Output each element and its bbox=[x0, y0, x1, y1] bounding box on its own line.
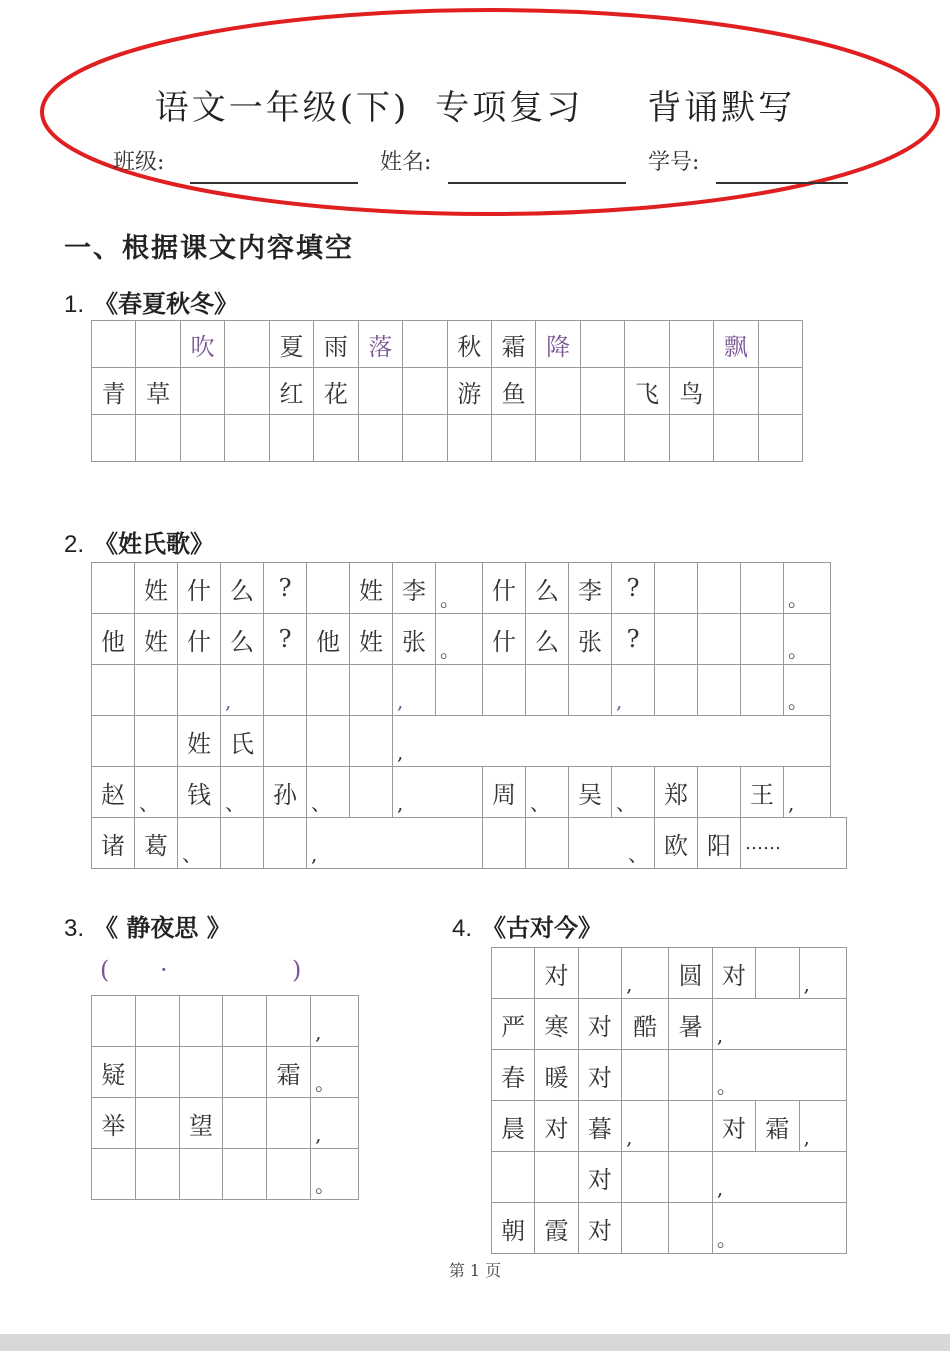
section-title: 一、根据课文内容填空 bbox=[64, 233, 354, 264]
grid-cell[interactable]: 对 bbox=[712, 1101, 755, 1152]
q2-grid bbox=[91, 562, 847, 869]
grid-cell[interactable] bbox=[92, 665, 135, 716]
grid-cell[interactable] bbox=[655, 614, 698, 665]
q4-title: 《古对今》 bbox=[482, 913, 603, 942]
grid-cell[interactable] bbox=[358, 368, 402, 415]
grid-cell[interactable] bbox=[403, 415, 447, 462]
q3-row bbox=[92, 1047, 359, 1098]
grid-cell[interactable] bbox=[483, 818, 526, 869]
grid-cell[interactable] bbox=[578, 948, 621, 999]
grid-cell[interactable]: , bbox=[311, 996, 359, 1047]
grid-cell[interactable] bbox=[698, 665, 741, 716]
grid-cell[interactable] bbox=[483, 665, 526, 716]
grid-cell[interactable]: 疑 bbox=[92, 1047, 136, 1098]
grid-cell[interactable] bbox=[307, 665, 350, 716]
q3-heading bbox=[64, 908, 231, 943]
grid-cell[interactable]: 李 bbox=[393, 563, 436, 614]
pinyin-open-paren: ( bbox=[100, 956, 110, 984]
grid-cell[interactable] bbox=[447, 415, 491, 462]
grid-cell[interactable] bbox=[135, 1047, 179, 1098]
grid-cell[interactable] bbox=[569, 665, 612, 716]
grid-cell[interactable]: 圆 bbox=[669, 948, 712, 999]
q1-heading bbox=[64, 284, 238, 319]
grid-cell[interactable] bbox=[756, 948, 799, 999]
grid-cell[interactable] bbox=[350, 767, 393, 818]
grid-cell[interactable]: 对 bbox=[535, 948, 578, 999]
q1-row bbox=[92, 368, 803, 415]
grid-cell[interactable]: 秋 bbox=[447, 321, 491, 368]
grid-cell[interactable]: 李 bbox=[569, 563, 612, 614]
pinyin-close-paren: ) bbox=[292, 956, 302, 984]
grid-cell[interactable]: 霜 bbox=[491, 321, 535, 368]
grid-cell[interactable] bbox=[669, 1152, 712, 1203]
id-label: 学号: bbox=[648, 150, 700, 175]
grid-cell[interactable] bbox=[698, 767, 741, 818]
q2-number: 2. bbox=[64, 531, 85, 558]
q4-row bbox=[492, 1203, 847, 1254]
grid-cell[interactable]: 姓 bbox=[178, 716, 221, 767]
grid-cell[interactable] bbox=[622, 1203, 669, 1254]
grid-cell[interactable]: 酷 bbox=[622, 999, 669, 1050]
grid-cell[interactable] bbox=[741, 665, 784, 716]
q4-row bbox=[492, 999, 847, 1050]
q1-row bbox=[92, 415, 803, 462]
page-title bbox=[0, 80, 950, 129]
q3-row bbox=[92, 1098, 359, 1149]
grid-cell[interactable] bbox=[580, 321, 624, 368]
grid-cell[interactable]: 他 bbox=[307, 614, 350, 665]
grid-cell[interactable] bbox=[625, 321, 669, 368]
grid-cell[interactable] bbox=[655, 563, 698, 614]
grid-cell-wide[interactable]: , bbox=[307, 818, 483, 869]
grid-cell[interactable] bbox=[669, 1203, 712, 1254]
grid-cell[interactable] bbox=[491, 415, 535, 462]
grid-cell[interactable]: , bbox=[622, 1101, 669, 1152]
grid-cell[interactable] bbox=[669, 1101, 712, 1152]
grid-cell[interactable] bbox=[350, 716, 393, 767]
q2-title: 《姓氏歌》 bbox=[94, 529, 215, 558]
grid-cell[interactable]: 姓 bbox=[350, 563, 393, 614]
q2-row bbox=[92, 818, 847, 869]
title-subject: 背诵默写 bbox=[647, 88, 796, 128]
grid-cell-wide[interactable]: , bbox=[393, 767, 483, 818]
q2-row bbox=[92, 563, 847, 614]
grid-cell[interactable] bbox=[625, 415, 669, 462]
grid-cell[interactable]: 降 bbox=[536, 321, 580, 368]
page-number: 第 1 页 bbox=[448, 1261, 502, 1280]
grid-cell[interactable]: 。 bbox=[784, 614, 831, 665]
grid-cell[interactable] bbox=[180, 415, 224, 462]
grid-cell[interactable]: 吴 bbox=[569, 767, 612, 818]
grid-cell[interactable] bbox=[535, 1152, 578, 1203]
q3-number: 3. bbox=[64, 915, 85, 942]
grid-cell[interactable]: 举 bbox=[92, 1098, 136, 1149]
grid-cell[interactable] bbox=[267, 1098, 311, 1149]
q3-title: 《 静夜思 》 bbox=[94, 913, 231, 942]
grid-cell[interactable] bbox=[536, 368, 580, 415]
grid-cell[interactable]: ? bbox=[264, 614, 307, 665]
grid-cell-wide[interactable]: …… bbox=[741, 818, 847, 869]
name-label: 姓名: bbox=[380, 150, 432, 175]
grid-cell[interactable]: 赵 bbox=[92, 767, 135, 818]
grid-cell[interactable]: 望 bbox=[179, 1098, 223, 1149]
grid-cell[interactable]: 么 bbox=[221, 614, 264, 665]
grid-cell[interactable]: 。 bbox=[311, 1149, 359, 1200]
grid-cell[interactable]: 雨 bbox=[314, 321, 358, 368]
grid-cell[interactable]: ? bbox=[612, 614, 655, 665]
grid-cell[interactable]: 姓 bbox=[350, 614, 393, 665]
grid-cell[interactable] bbox=[580, 415, 624, 462]
grid-cell-wide[interactable]: , bbox=[712, 999, 846, 1050]
grid-cell[interactable]: 姓 bbox=[135, 614, 178, 665]
grid-cell[interactable]: 霜 bbox=[756, 1101, 799, 1152]
q2-row bbox=[92, 614, 847, 665]
grid-cell[interactable] bbox=[622, 1050, 669, 1101]
grid-cell[interactable]: 对 bbox=[578, 1152, 621, 1203]
grid-cell[interactable]: 对 bbox=[712, 948, 755, 999]
grid-cell[interactable] bbox=[223, 996, 267, 1047]
grid-cell-wide[interactable]: , bbox=[712, 1152, 846, 1203]
grid-cell[interactable]: 。 bbox=[436, 563, 483, 614]
grid-cell[interactable]: 、 bbox=[135, 767, 178, 818]
grid-cell[interactable]: 钱 bbox=[178, 767, 221, 818]
grid-cell[interactable]: , bbox=[221, 665, 264, 716]
grid-cell[interactable]: 吹 bbox=[180, 321, 224, 368]
grid-cell[interactable]: , bbox=[799, 948, 846, 999]
grid-cell[interactable] bbox=[622, 1152, 669, 1203]
grid-cell[interactable] bbox=[669, 321, 713, 368]
grid-cell[interactable] bbox=[580, 368, 624, 415]
grid-cell[interactable] bbox=[221, 818, 264, 869]
grid-cell[interactable] bbox=[314, 415, 358, 462]
grid-cell[interactable] bbox=[403, 368, 447, 415]
grid-cell[interactable]: 、 bbox=[526, 767, 569, 818]
grid-cell[interactable] bbox=[350, 665, 393, 716]
q4-row bbox=[492, 1152, 847, 1203]
grid-cell[interactable]: 飞 bbox=[625, 368, 669, 415]
grid-cell[interactable]: , bbox=[393, 665, 436, 716]
grid-cell[interactable] bbox=[655, 665, 698, 716]
grid-cell[interactable] bbox=[536, 415, 580, 462]
grid-cell[interactable] bbox=[180, 368, 224, 415]
grid-cell[interactable] bbox=[264, 665, 307, 716]
grid-cell[interactable]: , bbox=[622, 948, 669, 999]
grid-cell[interactable]: 。 bbox=[784, 665, 831, 716]
grid-cell[interactable]: 葛 bbox=[135, 818, 178, 869]
grid-cell[interactable] bbox=[92, 321, 136, 368]
grid-cell[interactable]: 、 bbox=[221, 767, 264, 818]
grid-cell[interactable]: 草 bbox=[136, 368, 180, 415]
grid-cell[interactable]: 什 bbox=[178, 563, 221, 614]
name-field[interactable] bbox=[448, 182, 626, 184]
q4-row bbox=[492, 1101, 847, 1152]
grid-cell[interactable]: 朝 bbox=[492, 1203, 535, 1254]
grid-cell[interactable]: 晨 bbox=[492, 1101, 535, 1152]
q2-heading bbox=[64, 524, 214, 559]
grid-cell[interactable] bbox=[225, 415, 269, 462]
grid-cell[interactable] bbox=[307, 563, 350, 614]
grid-cell[interactable] bbox=[714, 415, 758, 462]
grid-cell[interactable]: 。 bbox=[436, 614, 483, 665]
q2-row bbox=[92, 716, 847, 767]
grid-cell[interactable] bbox=[741, 614, 784, 665]
q3-grid bbox=[91, 995, 359, 1200]
grid-cell[interactable]: 氏 bbox=[221, 716, 264, 767]
grid-cell[interactable]: 花 bbox=[314, 368, 358, 415]
grid-cell[interactable]: 霜 bbox=[267, 1047, 311, 1098]
grid-cell[interactable]: 霞 bbox=[535, 1203, 578, 1254]
grid-cell[interactable]: 对 bbox=[578, 1050, 621, 1101]
grid-cell[interactable]: 周 bbox=[483, 767, 526, 818]
q2-row bbox=[92, 767, 847, 818]
grid-cell[interactable] bbox=[179, 1149, 223, 1200]
grid-cell[interactable]: 对 bbox=[578, 1203, 621, 1254]
grid-cell[interactable] bbox=[526, 665, 569, 716]
grid-cell[interactable] bbox=[135, 1149, 179, 1200]
grid-cell[interactable] bbox=[225, 368, 269, 415]
grid-cell[interactable]: 什 bbox=[483, 563, 526, 614]
q2-row bbox=[92, 665, 847, 716]
grid-cell[interactable]: 对 bbox=[578, 999, 621, 1050]
grid-cell[interactable] bbox=[269, 415, 313, 462]
grid-cell[interactable]: 王 bbox=[741, 767, 784, 818]
grid-cell[interactable]: 对 bbox=[535, 1101, 578, 1152]
grid-cell[interactable]: 鸟 bbox=[669, 368, 713, 415]
grid-cell[interactable] bbox=[492, 1152, 535, 1203]
grid-cell[interactable] bbox=[758, 321, 802, 368]
grid-cell[interactable]: 张 bbox=[393, 614, 436, 665]
grid-cell[interactable] bbox=[669, 1050, 712, 1101]
q1-grid bbox=[91, 320, 803, 462]
grid-cell[interactable]: 寒 bbox=[535, 999, 578, 1050]
grid-cell[interactable] bbox=[135, 716, 178, 767]
grid-cell-wide[interactable]: , bbox=[393, 716, 831, 767]
bottom-scroll-bar bbox=[0, 1334, 950, 1351]
grid-cell[interactable]: 暮 bbox=[578, 1101, 621, 1152]
q1-row bbox=[92, 321, 803, 368]
grid-cell[interactable]: 飘 bbox=[714, 321, 758, 368]
q4-heading bbox=[452, 908, 602, 943]
grid-cell[interactable]: 么 bbox=[221, 563, 264, 614]
grid-cell[interactable]: 夏 bbox=[269, 321, 313, 368]
class-label: 班级: bbox=[113, 150, 165, 175]
grid-cell[interactable] bbox=[358, 415, 402, 462]
grid-cell[interactable]: 诸 bbox=[92, 818, 135, 869]
grid-cell[interactable] bbox=[92, 415, 136, 462]
grid-cell[interactable] bbox=[223, 1149, 267, 1200]
grid-cell[interactable] bbox=[267, 1149, 311, 1200]
grid-cell[interactable]: 么 bbox=[526, 614, 569, 665]
grid-cell[interactable]: 阳 bbox=[698, 818, 741, 869]
grid-cell[interactable]: 他 bbox=[92, 614, 135, 665]
grid-cell[interactable]: 张 bbox=[569, 614, 612, 665]
grid-cell[interactable]: 。 bbox=[784, 563, 831, 614]
grid-cell[interactable] bbox=[136, 321, 180, 368]
grid-cell-wide[interactable]: 。 bbox=[712, 1203, 846, 1254]
class-field[interactable] bbox=[190, 182, 358, 184]
grid-cell[interactable]: 落 bbox=[358, 321, 402, 368]
grid-cell[interactable] bbox=[223, 1098, 267, 1149]
grid-cell[interactable] bbox=[669, 415, 713, 462]
grid-cell[interactable]: 春 bbox=[492, 1050, 535, 1101]
grid-cell[interactable]: 严 bbox=[492, 999, 535, 1050]
grid-cell[interactable]: 红 bbox=[269, 368, 313, 415]
q4-row bbox=[492, 1050, 847, 1101]
q4-number: 4. bbox=[452, 915, 473, 942]
grid-cell[interactable]: 孙 bbox=[264, 767, 307, 818]
grid-cell[interactable]: 、 bbox=[307, 767, 350, 818]
grid-cell[interactable] bbox=[223, 1047, 267, 1098]
q1-title: 《春夏秋冬》 bbox=[94, 289, 239, 318]
grid-cell[interactable] bbox=[179, 1047, 223, 1098]
grid-cell[interactable] bbox=[698, 563, 741, 614]
grid-cell[interactable] bbox=[135, 1098, 179, 1149]
grid-cell[interactable]: 姓 bbox=[135, 563, 178, 614]
title-grade: 语文一年级(下) bbox=[154, 88, 410, 128]
grid-cell[interactable]: 什 bbox=[483, 614, 526, 665]
grid-cell[interactable] bbox=[92, 1149, 136, 1200]
q1-number: 1. bbox=[64, 291, 85, 318]
grid-cell[interactable] bbox=[403, 321, 447, 368]
grid-cell[interactable]: 、 bbox=[569, 818, 655, 869]
grid-cell[interactable]: , bbox=[784, 767, 831, 818]
q3-row bbox=[92, 996, 359, 1047]
grid-cell[interactable] bbox=[136, 415, 180, 462]
grid-cell[interactable] bbox=[264, 716, 307, 767]
q4-row bbox=[492, 948, 847, 999]
grid-cell[interactable]: ? bbox=[264, 563, 307, 614]
grid-cell[interactable]: 青 bbox=[92, 368, 136, 415]
grid-cell[interactable] bbox=[714, 368, 758, 415]
grid-cell-wide[interactable]: 。 bbox=[712, 1050, 846, 1101]
grid-cell[interactable] bbox=[92, 996, 136, 1047]
grid-cell[interactable] bbox=[92, 716, 135, 767]
grid-cell[interactable] bbox=[492, 948, 535, 999]
grid-cell[interactable] bbox=[264, 818, 307, 869]
grid-cell[interactable] bbox=[436, 665, 483, 716]
grid-cell[interactable] bbox=[135, 665, 178, 716]
grid-cell[interactable]: 。 bbox=[311, 1047, 359, 1098]
grid-cell[interactable] bbox=[526, 818, 569, 869]
grid-cell[interactable]: 什 bbox=[178, 614, 221, 665]
grid-cell[interactable]: 、 bbox=[178, 818, 221, 869]
grid-cell[interactable]: 暑 bbox=[669, 999, 712, 1050]
title-topic: 专项复习 bbox=[435, 88, 584, 128]
grid-cell[interactable] bbox=[135, 996, 179, 1047]
pinyin-dot: · bbox=[160, 956, 168, 984]
grid-cell[interactable]: , bbox=[612, 665, 655, 716]
student-id-field[interactable] bbox=[716, 182, 848, 184]
grid-cell[interactable] bbox=[758, 368, 802, 415]
grid-cell[interactable]: 鱼 bbox=[491, 368, 535, 415]
grid-cell[interactable]: 么 bbox=[526, 563, 569, 614]
grid-cell[interactable] bbox=[307, 716, 350, 767]
grid-cell[interactable]: 欧 bbox=[655, 818, 698, 869]
grid-cell[interactable] bbox=[698, 614, 741, 665]
grid-cell[interactable] bbox=[92, 563, 135, 614]
grid-cell[interactable] bbox=[178, 665, 221, 716]
grid-cell[interactable]: 暖 bbox=[535, 1050, 578, 1101]
q4-grid bbox=[491, 947, 847, 1254]
grid-cell[interactable]: 游 bbox=[447, 368, 491, 415]
grid-cell[interactable]: , bbox=[799, 1101, 846, 1152]
grid-cell[interactable] bbox=[758, 415, 802, 462]
grid-cell[interactable] bbox=[741, 563, 784, 614]
grid-cell[interactable]: , bbox=[311, 1098, 359, 1149]
grid-cell[interactable]: ? bbox=[612, 563, 655, 614]
grid-cell[interactable]: 、 bbox=[612, 767, 655, 818]
grid-cell[interactable] bbox=[225, 321, 269, 368]
grid-cell[interactable]: 郑 bbox=[655, 767, 698, 818]
grid-cell[interactable] bbox=[267, 996, 311, 1047]
grid-cell[interactable] bbox=[179, 996, 223, 1047]
q3-row bbox=[92, 1149, 359, 1200]
